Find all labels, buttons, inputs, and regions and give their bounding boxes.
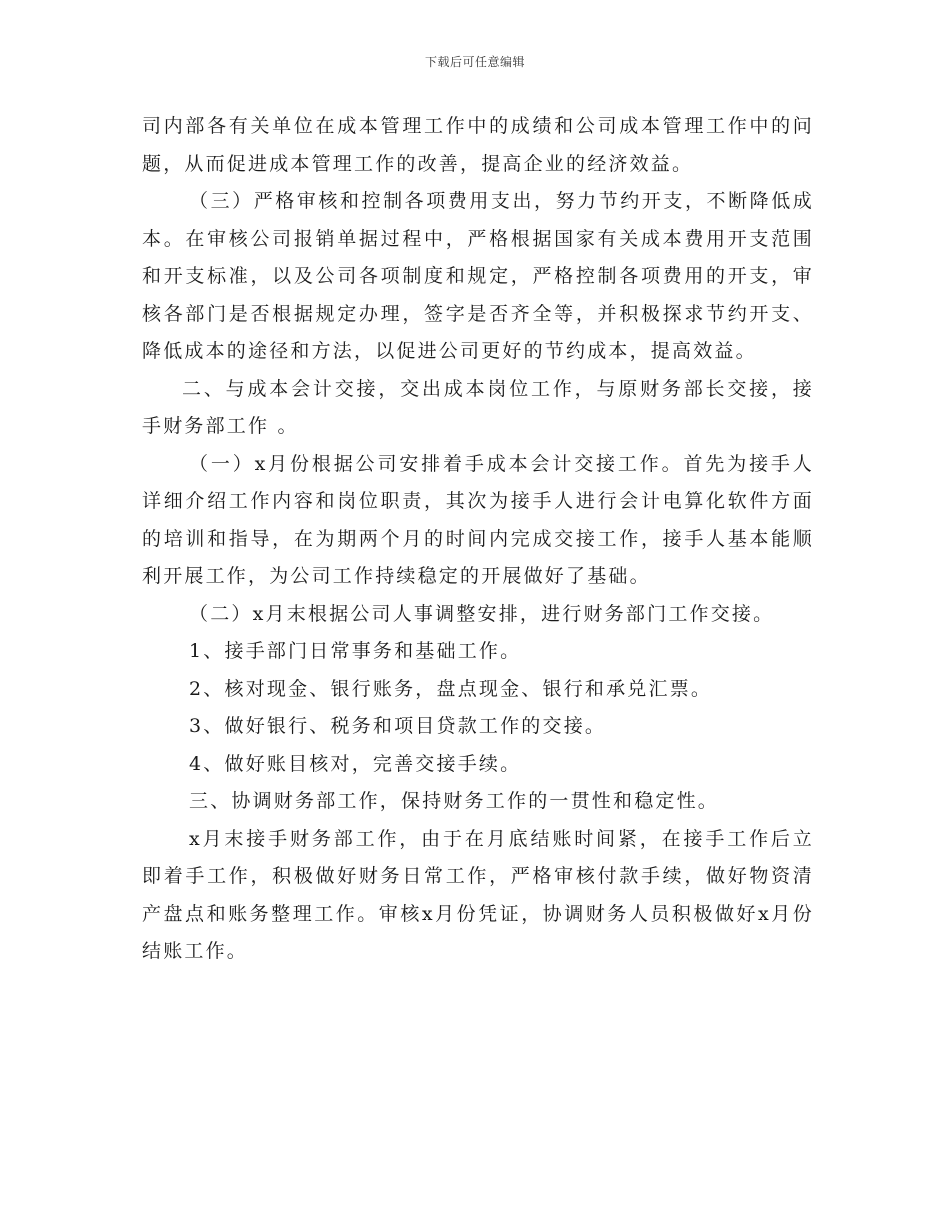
document-body: [142, 108, 814, 971]
list-item: 4、做好账目核对，完善交接手续。: [189, 752, 522, 775]
list-item: 2、核对现金、银行账务，盘点现金、银行和承兑汇票。: [189, 677, 713, 700]
paragraph: （一）x月份根据公司安排着手成本会计交接工作。首先为接手人详细介绍工作内容和岗位职责，其次为接手人进行会计电算化软件方面的培训和指导，在为期两个月的时间内完成交接工作，接手人基本能顺利开展工作，为公司工作持续稳定的开展做好了基础。: [142, 452, 814, 587]
paragraph: 司内部各有关单位在成本管理工作中的成绩和公司成本管理工作中的问题，从而促进成本管理工作的改善，提高企业的经济效益。: [142, 115, 814, 175]
section-heading: 三、协调财务部工作，保持财务工作的一贯性和稳定性。: [189, 790, 720, 812]
page-header: 下载后可任意编辑: [424, 55, 525, 69]
paragraph: x月末接手财务部工作，由于在月底结账时间紧，在接手工作后立即着手工作，积极做好财务日常工作，严格审核付款手续，做好物资清产盘点和账务整理工作。审核x月份凭证，协调财务人员积极做好x月份结账工作。: [142, 827, 814, 962]
paragraph: （二）x月末根据公司人事调整安排，进行财务部门工作交接。: [189, 602, 775, 625]
paragraph: 二、与成本会计交接，交出成本岗位工作，与原财务部长交接，接手财务部工作 。: [142, 377, 814, 437]
list-item: 1、接手部门日常事务和基础工作。: [189, 640, 522, 662]
list-item: 3、做好银行、税务和项目贷款工作的交接。: [189, 715, 607, 737]
paragraph: （三）严格审核和控制各项费用支出，努力节约开支，不断降低成本。在审核公司报销单据过程中，严格根据国家有关成本费用开支范围和开支标准，以及公司各项制度和规定，严格控制各项费用的开支，审核各部门是否根据规定办理，签字是否齐全等，并积极探求节约开支、降低成本的途径和方法，以促进公司更好的节约成本，提高效益。: [142, 190, 814, 362]
